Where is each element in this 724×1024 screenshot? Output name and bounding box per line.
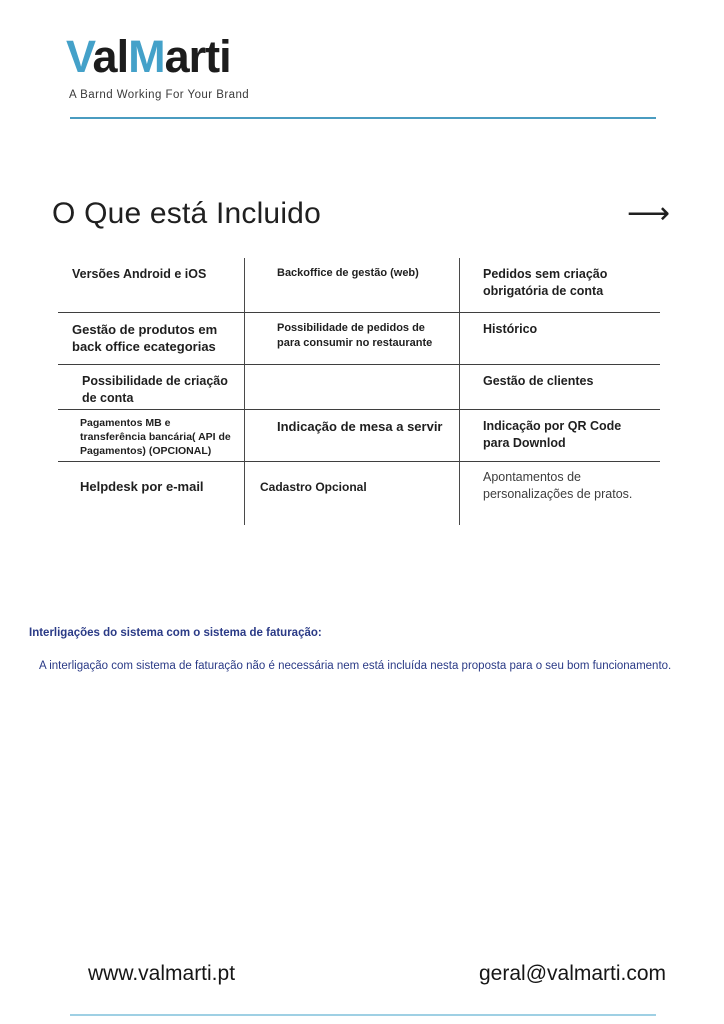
table-cell [245, 365, 460, 410]
table-cell: Cadastro Opcional [245, 462, 460, 525]
page-title: O Que está Incluido [52, 197, 321, 230]
logo-letters-al: al [92, 31, 129, 82]
logo-letters-arti: arti [164, 31, 231, 82]
header-divider [70, 117, 656, 119]
arrow-right-icon: ⟶ [626, 196, 670, 231]
footer-divider [70, 1014, 656, 1016]
table-cell: Pedidos sem criação obrigatória de conta [460, 258, 660, 313]
logo-tagline: A Barnd Working For Your Brand [69, 89, 250, 101]
table-cell: Possibilidade de pedidos de para consumir no restaurante [245, 313, 460, 365]
footer-website-link[interactable]: www.valmarti.pt [88, 962, 236, 985]
table-cell: Versões Android e iOS [58, 258, 245, 313]
table-cell: Gestão de produtos em back office ecategorias [58, 313, 245, 365]
invoicing-note-heading: Interligações do sistema com o sistema de faturação: [29, 627, 322, 639]
table-cell: Backoffice de gestão (web) [245, 258, 460, 313]
invoicing-note-section [29, 627, 691, 676]
table-cell: Histórico [460, 313, 660, 365]
table-cell: Gestão de clientes [460, 365, 660, 410]
table-cell: Apontamentos de personalizações de pratos. [483, 470, 633, 501]
footer-email-link[interactable]: geral@valmarti.com [479, 962, 667, 985]
table-cell: Possibilidade de criação de conta [58, 365, 245, 410]
table-cell: Indicação por QR Code para Downlod [460, 410, 660, 462]
valmarti-logo [66, 32, 231, 82]
invoicing-note-body: A interligação com sistema de faturação não é necessária nem está incluída nesta proposta para o seu bom funcionamento. [39, 660, 672, 672]
table-cell: Helpdesk por e-mail [58, 462, 245, 525]
table-cell: Indicação de mesa a servir [245, 410, 460, 462]
logo-letter-v: V [66, 31, 93, 82]
features-table [58, 258, 660, 525]
table-cell: Pagamentos MB e transferência bancária( API de Pagamentos) (OPCIONAL) [58, 410, 245, 462]
logo-letter-m: M [128, 31, 165, 82]
